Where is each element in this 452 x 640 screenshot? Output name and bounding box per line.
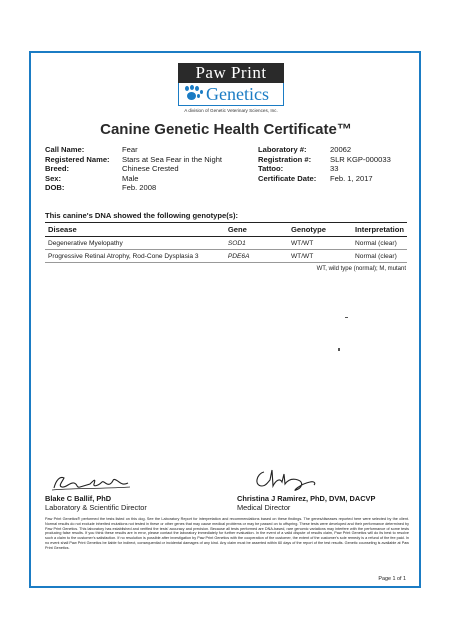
info-value: Male bbox=[122, 173, 139, 183]
signature-ramirez bbox=[252, 466, 322, 494]
disclaimer-text: Paw Print Genetics® performed the tests listed on this dog. See the Laboratory Report for interpretation and recommendations based on these findings. The genes/diseases reported here were selected by the client. Normal results do not exclude inherited mutations not tested in these or other genes that may cause medical problems or may be passed on to offspring. These tests were developed and their performance determined by Paw Print Genetics. This laboratory has established and verified the tests' accuracy and precision. Because all tests performed are DNA-based, rare genomic variations may interfere with the performance of some tests producing false results. If you think these results are in error, please contact the laboratory immediately for further evaluation. In the event of a valid dispute of results claim, Paw Print Genetics will do its best to resolve such a claim to the customer's satisfaction. If no resolution is possible after investigation by Paw Print Genetics with the cooperation of the customer, the extent of the customer's sole remedy is a refund of the fee paid. In no event shall Paw Print Genetics be liable for indirect, consequential or incidental damages of any kind. Any claim must be asserted within 60 days of the report of the test results. Genetic counseling is available at Paw Print Genetics. bbox=[45, 517, 409, 550]
header-genotype: Genotype bbox=[288, 223, 352, 237]
cell-disease: Degenerative Myelopathy bbox=[45, 237, 225, 250]
signer-title: Laboratory & Scientific Director bbox=[45, 503, 147, 512]
paw-print-genetics-logo bbox=[178, 63, 284, 113]
header-disease: Disease bbox=[45, 223, 225, 237]
cell-gene: PDE6A bbox=[225, 250, 288, 263]
info-label: DOB: bbox=[45, 183, 65, 193]
info-label: Registered Name: bbox=[45, 154, 110, 164]
cell-genotype: WT/WT bbox=[288, 250, 352, 263]
genotype-heading: This canine's DNA showed the following genotype(s): bbox=[45, 211, 239, 220]
logo-line2: Genetics bbox=[206, 84, 269, 104]
cell-interpretation: Normal (clear) bbox=[352, 250, 407, 263]
info-row-breed bbox=[45, 164, 222, 174]
cell-interpretation: Normal (clear) bbox=[352, 237, 407, 250]
logo-lower-box bbox=[178, 83, 284, 106]
signature-block-medical-director bbox=[237, 494, 375, 512]
info-label: Laboratory #: bbox=[258, 145, 307, 154]
info-value: Chinese Crested bbox=[122, 164, 179, 174]
header-gene: Gene bbox=[225, 223, 288, 237]
info-label: Registration #: bbox=[258, 154, 312, 164]
table-row bbox=[45, 250, 407, 263]
info-row-dob bbox=[45, 183, 222, 193]
info-value: Feb. 2008 bbox=[122, 183, 157, 193]
header-interpretation: Interpretation bbox=[352, 223, 407, 237]
info-row-certificate-date bbox=[258, 174, 391, 184]
cell-disease: Progressive Retinal Atrophy, Rod-Cone Dysplasia 3 bbox=[45, 250, 225, 263]
dog-info bbox=[45, 145, 222, 193]
certificate-title: Canine Genetic Health Certificate™ bbox=[100, 121, 352, 138]
scan-speck bbox=[338, 348, 340, 351]
info-value: Feb. 1, 2017 bbox=[330, 173, 373, 183]
info-label: Call Name: bbox=[45, 145, 85, 154]
info-label: Breed: bbox=[45, 164, 70, 174]
info-label: Sex: bbox=[45, 173, 62, 183]
genotype-table bbox=[45, 222, 407, 263]
logo-line1: Paw Print bbox=[178, 63, 284, 83]
genotype-footnote: WT, wild type (normal); M, mutant bbox=[316, 266, 406, 272]
table-header-row bbox=[45, 223, 407, 237]
info-row-sex bbox=[45, 174, 222, 184]
info-row-tattoo bbox=[258, 164, 391, 174]
lab-info bbox=[258, 145, 391, 183]
info-value: 33 bbox=[330, 164, 339, 174]
info-value: Stars at Sea Fear in the Night bbox=[122, 154, 223, 164]
info-value: Fear bbox=[122, 145, 138, 154]
info-row-call-name bbox=[45, 145, 222, 155]
scan-speck bbox=[345, 317, 348, 318]
signature-block-lab-director bbox=[45, 494, 147, 512]
cell-genotype: WT/WT bbox=[288, 237, 352, 250]
info-row-laboratory-number bbox=[258, 145, 391, 155]
signature-ballif bbox=[50, 470, 140, 494]
info-value: 20062 bbox=[330, 145, 352, 154]
paw-print-icon bbox=[183, 85, 205, 103]
signer-title: Medical Director bbox=[237, 503, 291, 512]
info-label: Tattoo: bbox=[258, 164, 284, 174]
page-number: Page 1 of 1 bbox=[378, 576, 406, 582]
info-row-registered-name bbox=[45, 155, 222, 165]
cell-gene: SOD1 bbox=[225, 237, 288, 250]
info-value: SLR KGP-000033 bbox=[330, 154, 391, 164]
info-row-registration-number bbox=[258, 155, 391, 165]
logo-subtitle: A division of Genetic Veterinary Sciences, Inc. bbox=[184, 108, 278, 113]
info-label: Certificate Date: bbox=[258, 173, 317, 183]
signer-name: Blake C Ballif, PhD bbox=[45, 494, 112, 503]
table-row bbox=[45, 237, 407, 250]
signer-name: Christina J Ramirez, PhD, DVM, DACVP bbox=[237, 494, 376, 503]
